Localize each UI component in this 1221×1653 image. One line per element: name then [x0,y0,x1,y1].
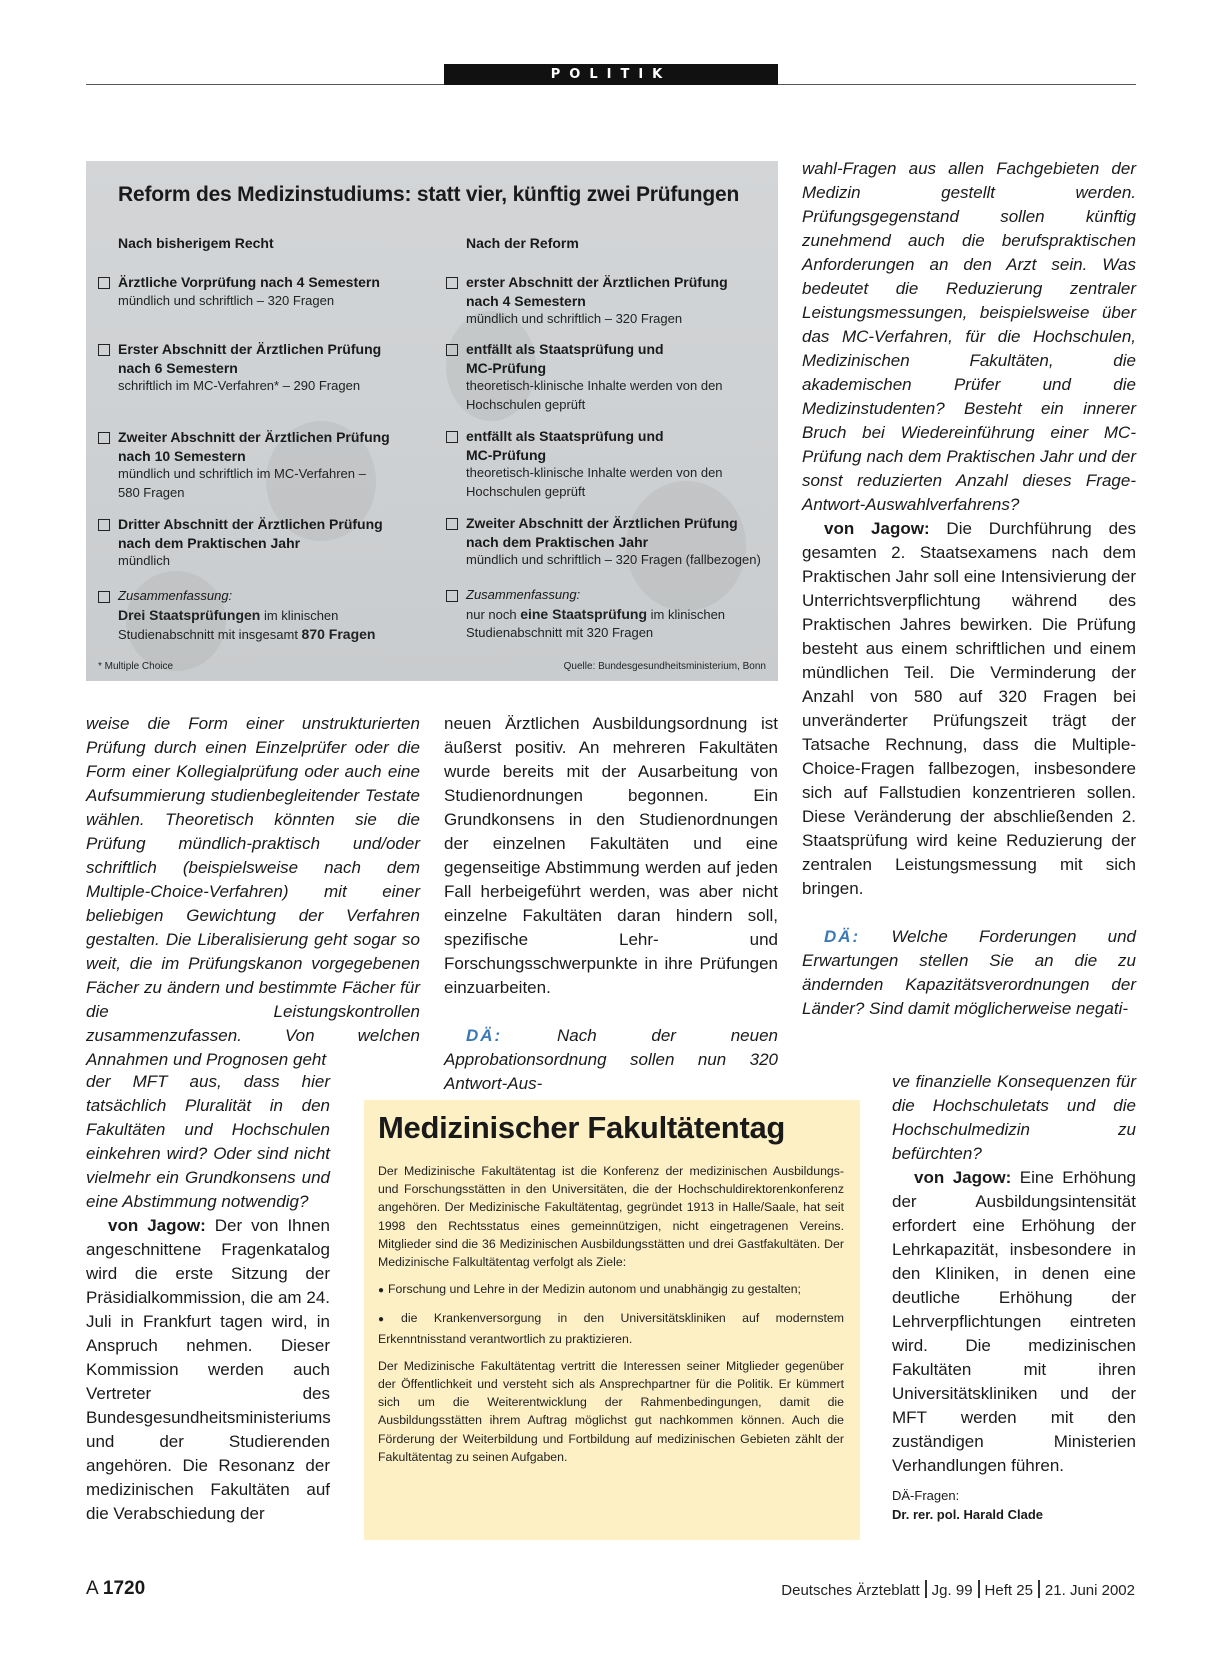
right-item [446,340,776,414]
item-title: nach 4 Semestern [466,292,586,309]
item-title: Erster Abschnitt der Ärztlichen Prüfung [118,341,382,357]
separator [1038,1580,1040,1598]
item-title: nach 6 Semestern [118,359,238,376]
credit-label: DÄ-Fragen: [892,1488,960,1503]
item-title: erster Abschnitt der Ärztlichen Prüfung [466,274,728,290]
separator [925,1580,927,1598]
question-text: ve finanzielle Konsequenzen für die Hochschuletats und die Hochschulmedizin zu befürchten? [892,1072,1136,1163]
left-item [98,273,428,310]
da-label: DÄ: [466,1026,503,1045]
info-paragraph: Der Medizinische Fakultätentag ist die Konferenz der medizinischen Ausbildungs- und Forschungsstätten in den Universitäten, die der Hochschuldirektorenkonferenz angehören. Der Medizinische Fakultätentag, gegründet 1913 in Halle/Saale, hat seit 1998 den Rechtsstatus eines gemeinnützigen, nicht eingetragenen Vereins. Mitglieder sind die 36 Medizinischen Ausbildungsstätten und drei Gastfakultäten. Der Medizinische Falkultätentag verfolgt als Ziele: [378,1164,844,1270]
speaker-label: von Jagow: [824,519,930,538]
item-detail: Hochschulen geprüft [466,483,586,499]
summary-emphasis: 870 Fragen [301,626,376,642]
summary-label: Zusammenfassung: [466,587,581,602]
text-column-1-narrow [86,1070,330,1526]
item-detail: mündlich und schriftlich – 320 Fragen [118,292,335,308]
summary-text: im klinischen [260,607,339,623]
item-title: Ärztliche Vorprüfung nach 4 Semestern [118,274,380,290]
question-text: wahl-Fragen aus allen Fachgebieten der Medizin gestellt werden. Prüfungsgegenstand sollen künftig zunehmend auch die berufspraktischen Anforderungen an den Arzt sein. Was bedeutet die Reduzierung zentraler Leistungsmessungen, beispielsweise über das MC-Verfahren, für die Hochschulen, Medizinischen Fakultäten, die akademischen Prüfer und die Medizinstudenten? Besteht ein innerer Bruch bei Wiedereinführung einer MC-Prüfung nach dem Praktischen Jahr und der sonst reduzierten Anzahl dieses Frage-Antwort-Auswahlverfahrens? [802,159,1136,514]
checkbox-icon [446,431,458,443]
checkbox-icon [98,432,110,444]
summary-text: nur noch [466,606,521,622]
text-column-1 [86,712,420,1072]
issue-date: 21. Juni 2002 [1044,1582,1135,1599]
checkbox-icon [446,344,458,356]
answer-text: Der von Ihnen angeschnittene Fragenkatalog wird die erste Sitzung der Präsidialkommission, die am 24. Juli in Frankfurt tagen wird, in Anspruch nehmen. Dieser Kommission werden auch Vertreter des Bundesgesundheitsministeriums und der Studierenden angehören. Die Resonanz der medizinischen Fakultäten auf die Verabschiedung der [86,1216,331,1523]
right-summary [446,586,776,643]
item-detail: mündlich [118,553,171,568]
item-title: nach 10 Semestern [118,447,246,464]
question-text: weise die Form einer unstrukturierten Prüfung durch einen Einzelprüfer oder die Form einer Kollegialprüfung oder auch eine Aufsummierung studienbegleitender Testate wählen. Theoretisch könnten sie die Prüfung mündlich-praktisch und/oder schriftlich (beispielsweise nach dem Multiple-Choice-Verfahren) mit einer beliebigen Gewichtung der Verfahren gestalten. Die Liberalisierung geht sogar so weit, die im Prüfungskanon vorgegebenen Fächer zu ändern und bestimmte Fächer für die Leistungskontrollen zusammenzufassen. Von welchen Annahmen und Prognosen geht [86,714,420,1069]
info-box-title: Medizinischer Fakultätentag [378,1110,786,1145]
item-detail: theoretisch-klinische Inhalte werden von den [466,465,723,480]
question-text: Nach der neuen Approbationsordnung sollen nun 320 Antwort-Aus- [444,1026,778,1093]
publication-info [781,1580,1135,1599]
section-label: POLITIK [444,64,778,85]
summary-text: Studienabschnitt mit insgesamt [118,627,302,642]
credit-block [892,1486,1136,1524]
right-column-heading: Nach der Reform [466,235,579,251]
item-title: Dritter Abschnitt der Ärztlichen Prüfung [118,516,383,532]
page-number-value: 1720 [102,1578,146,1599]
text-column-3 [802,157,1136,1021]
credit-name: Dr. rer. pol. Harald Clade [892,1507,1043,1522]
summary-text: Studienabschnitt mit 320 Fragen [466,625,654,640]
checkbox-icon [98,344,110,356]
info-box-text [378,1162,844,1475]
answer-text: neuen Ärztlichen Ausbildungsordnung ist äußerst positiv. An mehreren Fakultäten wurde bereits mit der Ausarbeitung von Studienordnungen begonnen. Ein Grundkonsens in den Studienordnungen der einzelnen Fakultäten und eine gegenseitige Abstimmung werden auf jeden Fall herbeigeführt werden, was aber nicht einzelne Fakultäten daran hindern soll, spezifische Lehr- und Forschungsschwerpunkte in ihre Prüfungen einzuarbeiten. [444,714,778,997]
question-text: der MFT aus, dass hier tatsächlich Pluralität in den Fakultäten und Hochschulen einkehren wird? Oder sind nicht vielmehr ein Grundkonsens und eine Abstimmung notwendig? [86,1072,330,1211]
item-title: Zweiter Abschnitt der Ärztlichen Prüfung [466,515,738,531]
summary-emphasis: Drei Staatsprüfungen [118,606,261,623]
answer-text: Die Durchführung des gesamten 2. Staatsexamens nach dem Praktischen Jahr soll eine Intensivierung der Unterrichtsverpflichtung während des Praktischen Jahres bewirken. Die Prüfung besteht aus einem schriftlichen und einem mündlichen Teil. Die Verminderung der Anzahl von 580 auf 320 Fragen bei unveränderter Prüfungszeit trägt der Tatsache Rechnung, dass die Multiple-Choice-Fragen fallbezogen, insbesondere sich auf Fallstudien konzentrieren sollen. Diese Veränderung der abschließenden 2. Staatsprüfung wird keine Reduzierung der zentralen Leistungsmessung mit sich bringen. [802,519,1136,898]
checkbox-icon [446,518,458,530]
speaker-label: von Jagow: [108,1216,206,1235]
text-column-2 [444,712,778,1096]
text-column-3-narrow [892,1070,1136,1524]
item-detail: schriftlich im MC-Verfahren* – 290 Fragen [118,378,361,393]
item-title: MC-Prüfung [466,446,547,463]
summary-emphasis: eine Staatsprüfung [520,605,647,622]
speaker-label: von Jagow: [914,1168,1012,1187]
right-item [446,427,776,501]
answer-text: Eine Erhöhung der Ausbildungsintensität erfordert eine Erhöhung der Lehrkapazität, insbesondere in den Kliniken, in denen eine deutliche Erhöhung der Lehrverpflichtungen eintreten wird. Die medizinischen Fakultäten mit ihren Universitätskliniken und der MFT werden mit den zuständigen Ministerien Verhandlungen führen. [892,1168,1137,1475]
source-credit: Quelle: Bundesgesundheitsministerium, Bonn [563,661,766,672]
item-detail: 580 Fragen [118,484,185,500]
page-number [86,1578,145,1600]
info-bullet: ● Forschung und Lehre in der Medizin autonom und unabhängig zu gestalten; [378,1280,844,1300]
left-column-heading: Nach bisherigem Recht [118,235,274,251]
item-title: Zweiter Abschnitt der Ärztlichen Prüfung [118,429,390,445]
left-item [98,428,428,502]
item-title: entfällt als Staatsprüfung und [466,341,664,357]
volume: Jg. 99 [931,1582,973,1599]
left-summary [98,587,428,645]
item-detail: Hochschulen geprüft [466,396,586,412]
item-title: MC-Prüfung [466,359,547,376]
question-text: Welche Forderungen und Erwartungen stellen Sie an die zu ändernden Kapazitätsverordnungen der Länder? Sind damit möglicherweise negati- [802,927,1136,1018]
summary-text: im klinischen [647,606,726,622]
checkbox-icon [98,519,110,531]
issue: Heft 25 [984,1582,1033,1599]
journal-name: Deutsches Ärzteblatt [781,1582,920,1599]
item-detail: mündlich und schriftlich im MC-Verfahren – [118,466,366,481]
right-item [446,514,776,570]
page-prefix: A [86,1578,98,1599]
da-label: DÄ: [824,927,861,946]
right-item [446,273,776,329]
info-box [364,1100,860,1540]
footnote: * Multiple Choice [98,661,174,672]
item-title: entfällt als Staatsprüfung und [466,428,664,444]
infographic-title: Reform des Medizinstudiums: statt vier, künftig zwei Prüfungen [118,183,740,206]
left-item [98,515,428,571]
checkbox-icon [446,277,458,289]
item-detail: mündlich und schriftlich – 320 Fragen (fallbezogen) [466,552,761,567]
checkbox-icon [98,591,110,603]
item-title: nach dem Praktischen Jahr [118,534,301,551]
left-item [98,340,428,396]
summary-label: Zusammenfassung: [118,588,233,603]
checkbox-icon [98,277,110,289]
separator [978,1580,980,1598]
item-detail: mündlich und schriftlich – 320 Fragen [466,311,683,326]
item-title: nach dem Praktischen Jahr [466,533,649,550]
info-paragraph: Der Medizinische Fakultätentag vertritt die Interessen seiner Mitglieder gegenüber der Öffentlichkeit und versteht sich als Ansprechpartner für die Politik. Er kümmert sich um die Weiterentwicklung der Rahmenbedingungen, damit die Ausbildungsstätten ihrem Auftrag möglichst gut nachkommen können. Auch die Förderung der Weiterbildung und Fortbildung auf medizinischen Gebieten zählt der Fakultätentag zu seinen Aufgaben. [378,1358,844,1464]
infographic [86,161,778,681]
checkbox-icon [446,590,458,602]
item-detail: theoretisch-klinische Inhalte werden von den [466,378,723,393]
info-bullet: ● die Krankenversorgung in den Universitätskliniken auf modernstem Erkenntnisstand verantwortlich zu praktizieren. [378,1309,844,1347]
